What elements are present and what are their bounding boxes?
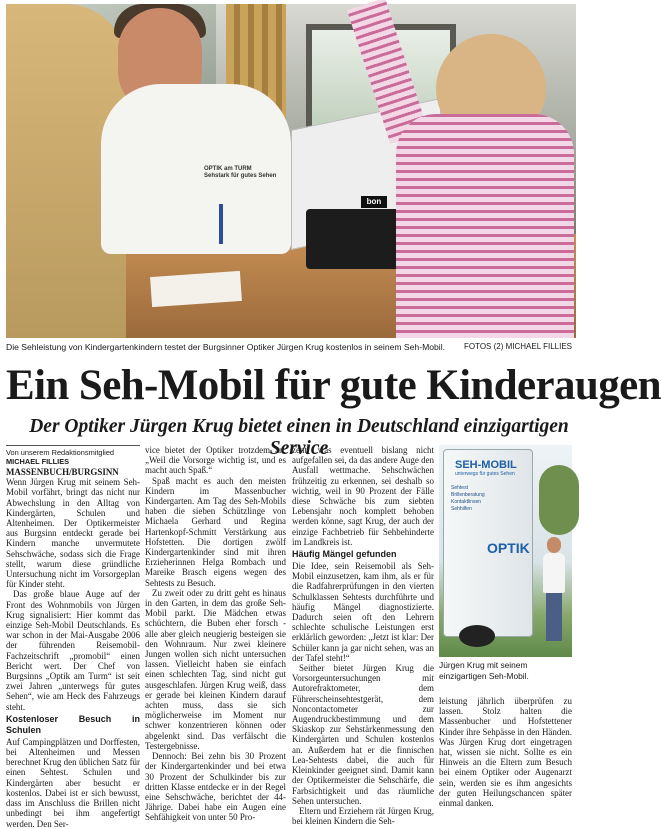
van-logo: OPTIK	[487, 540, 530, 556]
paragraph: Dennoch: Bei zehn bis 30 Prozent der Kindergartenkinder und bei etwa 30 Prozent der Schulkinder bis zur dritten Klasse entdecke er in der Regel eine Sehschwäche, berichtet der 44-Jährige. Dabei habe ein Augen eine Sehfähigkeit von unter 50 Pro-	[145, 751, 286, 823]
article-column-2	[145, 445, 286, 821]
paragraph: leistung jährlich überprüfen zu lassen. Stolz halten die Massenbucher und Hofstettener Kinder ihre Sehpässe in den Händen. Was Jürgen Krug dort eingetragen hat, wissen sie nicht. Sollte es ein Hinweis an die Eltern zum Besuch bei einem Optiker oder Augenarzt sein, werden sie es ihm angesichts der guten Heilungschancen später einmal danken.	[439, 696, 572, 809]
van-list-item: Sehtest	[451, 485, 468, 491]
article-column-3	[292, 445, 434, 827]
optician-standing	[543, 537, 565, 647]
subheading: Häufig Mängel gefunden	[292, 549, 397, 560]
child-right-shirt	[396, 114, 574, 338]
device-logo: bon	[361, 196, 387, 208]
byline	[6, 445, 140, 466]
van-wheel	[459, 625, 495, 647]
paragraph: vice bietet der Optiker trotzdem an: „Weil die Vorsorge wichtig ist, und es macht auch Spaß.“	[145, 445, 286, 476]
van-photo-caption: Jürgen Krug mit seinem einzigartigen Seh-Mobil.	[439, 660, 529, 681]
paragraph: Auf Campingplätzen und Dorffesten, bei Altenheimen und Messen berechnet Krug den üblichen Satz für einen Sehtest. Schulen und Kindergärten aber besucht er kostenlos. Dabei ist er sich bewusst, dass im Anschluss die Brillen nicht unbedingt bei ihm angefertigt werden. Den Ser-	[6, 736, 140, 829]
person-legs	[546, 593, 562, 641]
lead-paragraph	[6, 467, 140, 589]
paragraph: Spaß macht es auch den meisten Kindern im Massenbucher Kindergarten. Am Tag des Seh-Mobils haben die sieben Schützlinge von Michaela Gerhard und Regina Hartenkopf-Schmitt Verstärkung aus Hofstetten. Die dortigen zwölf Kindergartenkinder sind mit ihren Erzieherinnen Helga Rombach und Mareike Brasch eigens wegen des Sehtests zu Besuch.	[145, 475, 286, 588]
paragraph: Das große blaue Auge auf der Front des Wohnmobils von Jürgen Krug signalisiert: Hier kommt das einzige Seh-Mobil Deutschlands. Es war schon in der Mai-Ausgabe 2006 der führenden Reisemobil-Fachzeitschrift „promobil“ einen Bericht wert. Der Chef von Burgsinns „Optik am Turm“ ist seit zwei Jahren „unterwegs für gutes Sehen“, wie am Heck des Fahrzeugs steht.	[6, 589, 140, 712]
paragraph: Die Idee, sein Reisemobil als Seh-Mobil einzusetzen, kam ihm, als er für die Radfahrerprüfungen in den vierten Schulklassen Sehtests durchführte und häufig Mängel diagnostizierte. Dadurch seien oft den Lehrern schlechte schulische Leistungen erst erklärlich geworden: „Jetzt ist klar: Der Schüler kann ja gar nicht sehen, was an der Tafel steht!“	[292, 561, 434, 663]
shirt-badge-line1: OPTIK am TURM	[204, 166, 252, 172]
photo-caption: Die Sehleistung von Kindergartenkindern testet der Burgsinner Optiker Jürgen Krug kostenlos in seinem Seh-Mobil.	[6, 342, 445, 352]
papers	[150, 271, 242, 307]
paragraph: Seither bietet Jürgen Krug die Vorsorgeuntersuchungen mit Autorefraktometer, dem Führerscheinsehtestgerät, dem Noncontactometer zur Augendruckbestimmung und dem Skiaskop zur Sehstärkenmessung den Kindergärten und Schulen kostenlos an. Außerdem hat er die finnischen Lea-Sehtests dabei, die auch für Kleinkinder geeignet sind. Damit kann der Optikermeister die Sehschärfe, die Farbsichtigkeit und das räumliche Sehen untersuchen.	[292, 663, 434, 806]
van-list-item: Brillenberatung	[451, 492, 485, 498]
van-list-item: Sehhilfen	[451, 506, 472, 512]
headline: Ein Seh-Mobil für gute Kinderaugen	[6, 362, 661, 409]
tree	[539, 465, 579, 535]
shirt-badge	[204, 166, 276, 180]
byline-author: MICHAEL FILLIES	[6, 457, 70, 466]
van-title	[455, 459, 517, 477]
subheading: Kostenloser Besuch in Schulen	[6, 713, 140, 735]
dateline: MASSENBUCH/BURGSINN	[6, 467, 119, 477]
van-service-list	[451, 485, 485, 513]
main-photo	[6, 4, 572, 338]
article-column-4	[439, 696, 572, 821]
person-head	[547, 537, 561, 553]
photo-credit: FOTOS (2) MICHAEL FILLIES	[463, 342, 572, 351]
van-list-item: Kontaktlinsen	[451, 499, 482, 505]
person-shirt	[543, 553, 565, 593]
van-photo	[439, 445, 572, 657]
article-column-1	[6, 467, 140, 829]
paragraph: Eltern und Erziehern rät Jürgen Krug, bei kleinen Kindern die Seh-	[292, 805, 434, 827]
pen	[219, 204, 223, 244]
paragraph: zent, was eventuell bislang nicht aufgefallen sei, da das andere Auge den Ausfall wettmache. Sehschwächen frühzeitig zu erkennen, sei deshalb so wichtig, weil in 90 Prozent der Fälle diese Schwäche bis zum siebten Lebensjahr noch komplett behoben werden könne, sagt Krug, der auch der einzige Fachbetrieb für Sehbehinderte im Landkreis ist.	[292, 445, 434, 547]
photo-caption-row	[6, 340, 572, 354]
paragraph: Zu zweit oder zu dritt geht es hinaus in den Garten, in dem das große Seh-Mobil parkt. Die Mädchen etwas schüchtern, die Buben eher forsch - alle aber gleich neugierig besteigen sie den Wohnraum. Nur zwei kleinere Jungen wollen sich nicht untersuchen lassen. Vielleicht haben sie einfach einen schlechten Tag, sind nicht gut ausgeschlafen. Jürgen Krug weiß, dass er gerade bei kleinen Kindern darauf achten muss, dass sie sich möglicherweise im Moment nur schwer konzentrieren können oder abgelenkt sind. Das verfälscht die Testergebnisse.	[145, 587, 286, 751]
shirt-badge-line2: Sehstark für gutes Sehen	[204, 173, 277, 179]
van-title-text: SEH-MOBIL	[455, 459, 517, 471]
subheadline: Der Optiker Jürgen Krug bietet einen in Deutschland einzigartigen Service	[29, 416, 569, 459]
lead-text: Wenn Jürgen Krug mit seinem Seh-Mobil vorfährt, bringt das nicht nur Abwechslung in den Alltag von Kindergärten, Schulen und Altenheimen. Der Optikermeister aus Burgsinn entdeckt gerade bei Kindern manche unvermutete Sehschwäche, sodass sich die Frage stellt, warum diese gründliche Untersuchung nicht im Vorsorgeplan für Kinder steht.	[6, 477, 140, 590]
byline-intro: Von unserem Redaktionsmitglied	[6, 448, 115, 457]
van-subtitle: unterwegs für gutes Sehen	[455, 471, 515, 477]
